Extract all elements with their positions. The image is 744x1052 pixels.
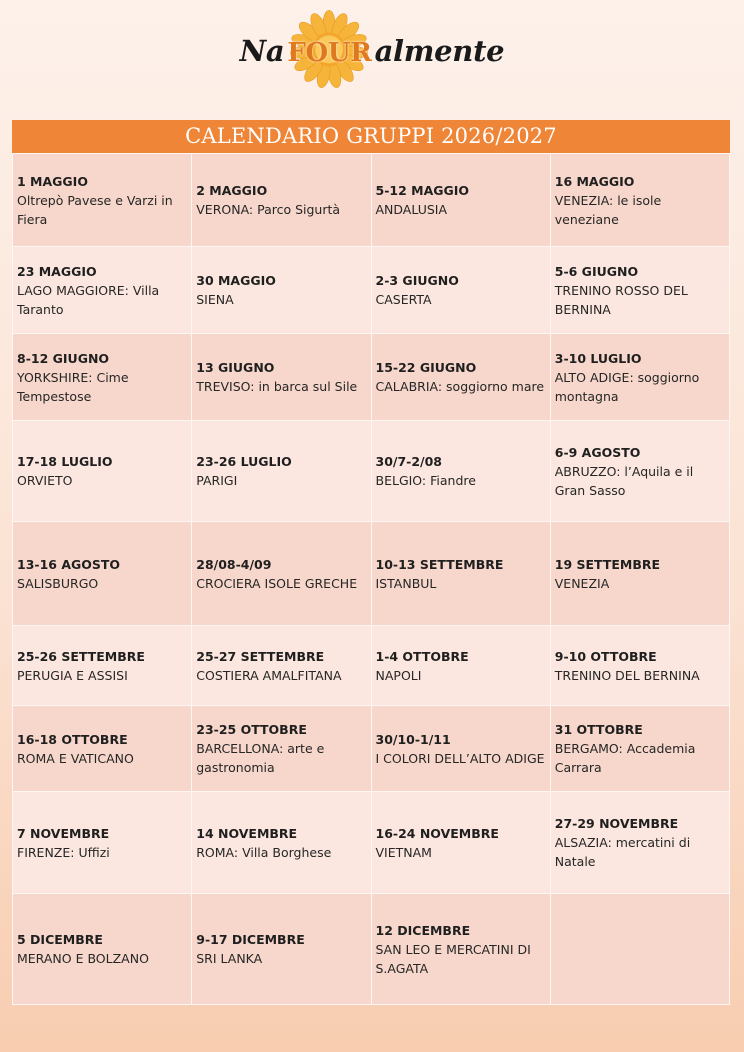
trip-date: 5-6 GIUGNO (554, 263, 639, 279)
trip-destination: VENEZIA: le isole veneziane (554, 192, 662, 227)
table-row (13, 334, 730, 421)
trip-date: 13 GIUGNO (196, 360, 275, 375)
calendar-cell (13, 792, 192, 894)
trip-date: 9-10 OTTOBRE (554, 648, 657, 664)
trip-date: 15-22 GIUGNO (375, 360, 477, 375)
calendar-cell (371, 626, 550, 706)
trip-destination: FIRENZE: Uffizi (17, 844, 110, 860)
trip-date: 30 MAGGIO (196, 273, 276, 288)
table-row (13, 894, 730, 1005)
trip-date: 7 NOVEMBRE (17, 825, 110, 841)
trip-destination: Oltrepò Pavese e Varzi in Fiera (17, 192, 173, 227)
calendar-cell (13, 247, 192, 334)
brand-sun-emblem (287, 34, 371, 68)
trip-date: 27-29 NOVEMBRE (554, 816, 679, 831)
trip-destination: ISTANBUL (375, 575, 437, 591)
calendar-cell (192, 247, 371, 334)
calendar-cell (192, 894, 371, 1005)
calendar-cell (192, 706, 371, 792)
trip-destination: TRENINO ROSSO DEL BERNINA (554, 282, 688, 317)
trip-destination: MERANO E BOLZANO (17, 951, 149, 966)
calendar-cell (371, 792, 550, 894)
trip-date: 17-18 LUGLIO (17, 454, 113, 469)
trip-destination: VIETNAM (375, 844, 432, 860)
trip-date: 23 MAGGIO (17, 263, 97, 279)
table-row (13, 522, 730, 626)
calendar-cell (550, 894, 729, 1005)
trip-destination: YORKSHIRE: Cime Tempestose (17, 369, 129, 404)
trip-date: 9-17 DICEMBRE (196, 932, 305, 947)
trip-destination: SIENA (196, 292, 234, 307)
trip-date: 1 MAGGIO (17, 173, 88, 189)
trip-destination: PARIGI (196, 473, 238, 488)
trip-date: 2 MAGGIO (196, 183, 268, 198)
calendar-cell (371, 522, 550, 626)
calendar-cell (371, 421, 550, 522)
trip-destination: ROMA: Villa Borghese (196, 844, 332, 860)
trip-date: 3-10 LUGLIO (554, 350, 642, 366)
trip-date: 6-9 AGOSTO (554, 444, 641, 460)
trip-destination: VERONA: Parco Sigurtà (196, 202, 341, 217)
calendar-cell (550, 522, 729, 626)
trip-date: 25-27 SETTEMBRE (196, 648, 325, 664)
trip-date: 13-16 AGOSTO (17, 556, 121, 572)
table-row (13, 792, 730, 894)
calendar-cell (192, 334, 371, 421)
calendar-cell (550, 792, 729, 894)
trip-date: 2-3 GIUGNO (375, 273, 459, 288)
trip-destination: BELGIO: Fiandre (375, 473, 476, 488)
table-row (13, 626, 730, 706)
calendar-cell (13, 522, 192, 626)
table-row (13, 247, 730, 334)
calendar-cell (550, 334, 729, 421)
trip-destination: SALISBURGO (17, 575, 99, 591)
trip-date: 30/10-1/11 (375, 731, 451, 747)
trip-destination: ALTO ADIGE: soggiorno montagna (554, 369, 700, 404)
trip-date: 16 MAGGIO (554, 173, 635, 189)
trip-destination: VENEZIA (554, 575, 610, 591)
trip-destination: CALABRIA: soggiorno mare (375, 379, 545, 394)
brand-text-left: Na (239, 34, 285, 68)
brand-wordmark (0, 34, 744, 68)
brand-text-middle: FOUR (287, 38, 372, 68)
brand-logo (0, 20, 744, 86)
trip-destination: NAPOLI (375, 667, 422, 683)
trip-destination: CASERTA (375, 292, 432, 307)
calendar-cell (13, 626, 192, 706)
calendar-cell (371, 334, 550, 421)
trip-destination: ABRUZZO: l’Aquila e il Gran Sasso (554, 463, 694, 498)
trip-date: 23-26 LUGLIO (196, 454, 292, 469)
calendar-cell (371, 247, 550, 334)
trip-destination: ROMA E VATICANO (17, 750, 134, 766)
trip-date: 5 DICEMBRE (17, 932, 103, 947)
trip-destination: TRENINO DEL BERNINA (554, 667, 700, 683)
table-row (13, 154, 730, 247)
calendar-cell (192, 792, 371, 894)
calendar-cell (192, 421, 371, 522)
table-row (13, 706, 730, 792)
calendar-cell (550, 421, 729, 522)
trip-date: 25-26 SETTEMBRE (17, 648, 145, 664)
trip-destination: BERGAMO: Accademia Carrara (554, 741, 696, 775)
trip-destination: PERUGIA E ASSISI (17, 667, 128, 683)
trip-destination: COSTIERA AMALFITANA (196, 667, 342, 683)
calendar-title: CALENDARIO GRUPPI 2026/2027 (12, 120, 730, 153)
table-row (13, 421, 730, 522)
calendar-cell (371, 706, 550, 792)
trip-date: 5-12 MAGGIO (375, 183, 470, 198)
trip-date: 14 NOVEMBRE (196, 825, 298, 841)
trip-date: 16-24 NOVEMBRE (375, 825, 499, 841)
calendar-cell (550, 154, 729, 247)
trip-destination: SAN LEO E MERCATINI DI S.AGATA (375, 941, 531, 976)
trip-destination: ALSAZIA: mercatini di Natale (554, 835, 691, 869)
calendar-cell (192, 522, 371, 626)
trip-destination: I COLORI DELL’ALTO ADIGE (375, 750, 545, 766)
trip-date: 12 DICEMBRE (375, 922, 471, 938)
calendar-cell (13, 334, 192, 421)
trip-destination: LAGO MAGGIORE: Villa Taranto (17, 282, 160, 317)
trip-date: 30/7-2/08 (375, 454, 443, 469)
trip-destination: BARCELLONA: arte e gastronomia (196, 741, 325, 775)
calendar-cell (192, 154, 371, 247)
calendar-table (12, 153, 730, 1005)
calendar-cell (13, 154, 192, 247)
trip-date: 31 OTTOBRE (554, 722, 643, 737)
calendar-cell (13, 894, 192, 1005)
calendar-cell (550, 626, 729, 706)
calendar-cell (371, 154, 550, 247)
trip-date: 28/08-4/09 (196, 556, 272, 572)
trip-date: 19 SETTEMBRE (554, 556, 661, 572)
calendar-cell (371, 894, 550, 1005)
calendar-cell (13, 421, 192, 522)
trip-destination: ORVIETO (17, 473, 73, 488)
trip-destination: ANDALUSIA (375, 202, 448, 217)
trip-date: 23-25 OTTOBRE (196, 722, 307, 737)
calendar-cell (192, 626, 371, 706)
trip-date: 10-13 SETTEMBRE (375, 556, 504, 572)
trip-destination: CROCIERA ISOLE GRECHE (196, 575, 358, 591)
trip-destination: TREVISO: in barca sul Sile (196, 379, 358, 394)
trip-date: 8-12 GIUGNO (17, 350, 110, 366)
calendar-cell (550, 247, 729, 334)
trip-destination: SRI LANKA (196, 951, 263, 966)
brand-text-right: almente (374, 34, 505, 68)
calendar-cell (550, 706, 729, 792)
trip-date: 16-18 OTTOBRE (17, 731, 128, 747)
calendar-cell (13, 706, 192, 792)
trip-date: 1-4 OTTOBRE (375, 648, 469, 664)
